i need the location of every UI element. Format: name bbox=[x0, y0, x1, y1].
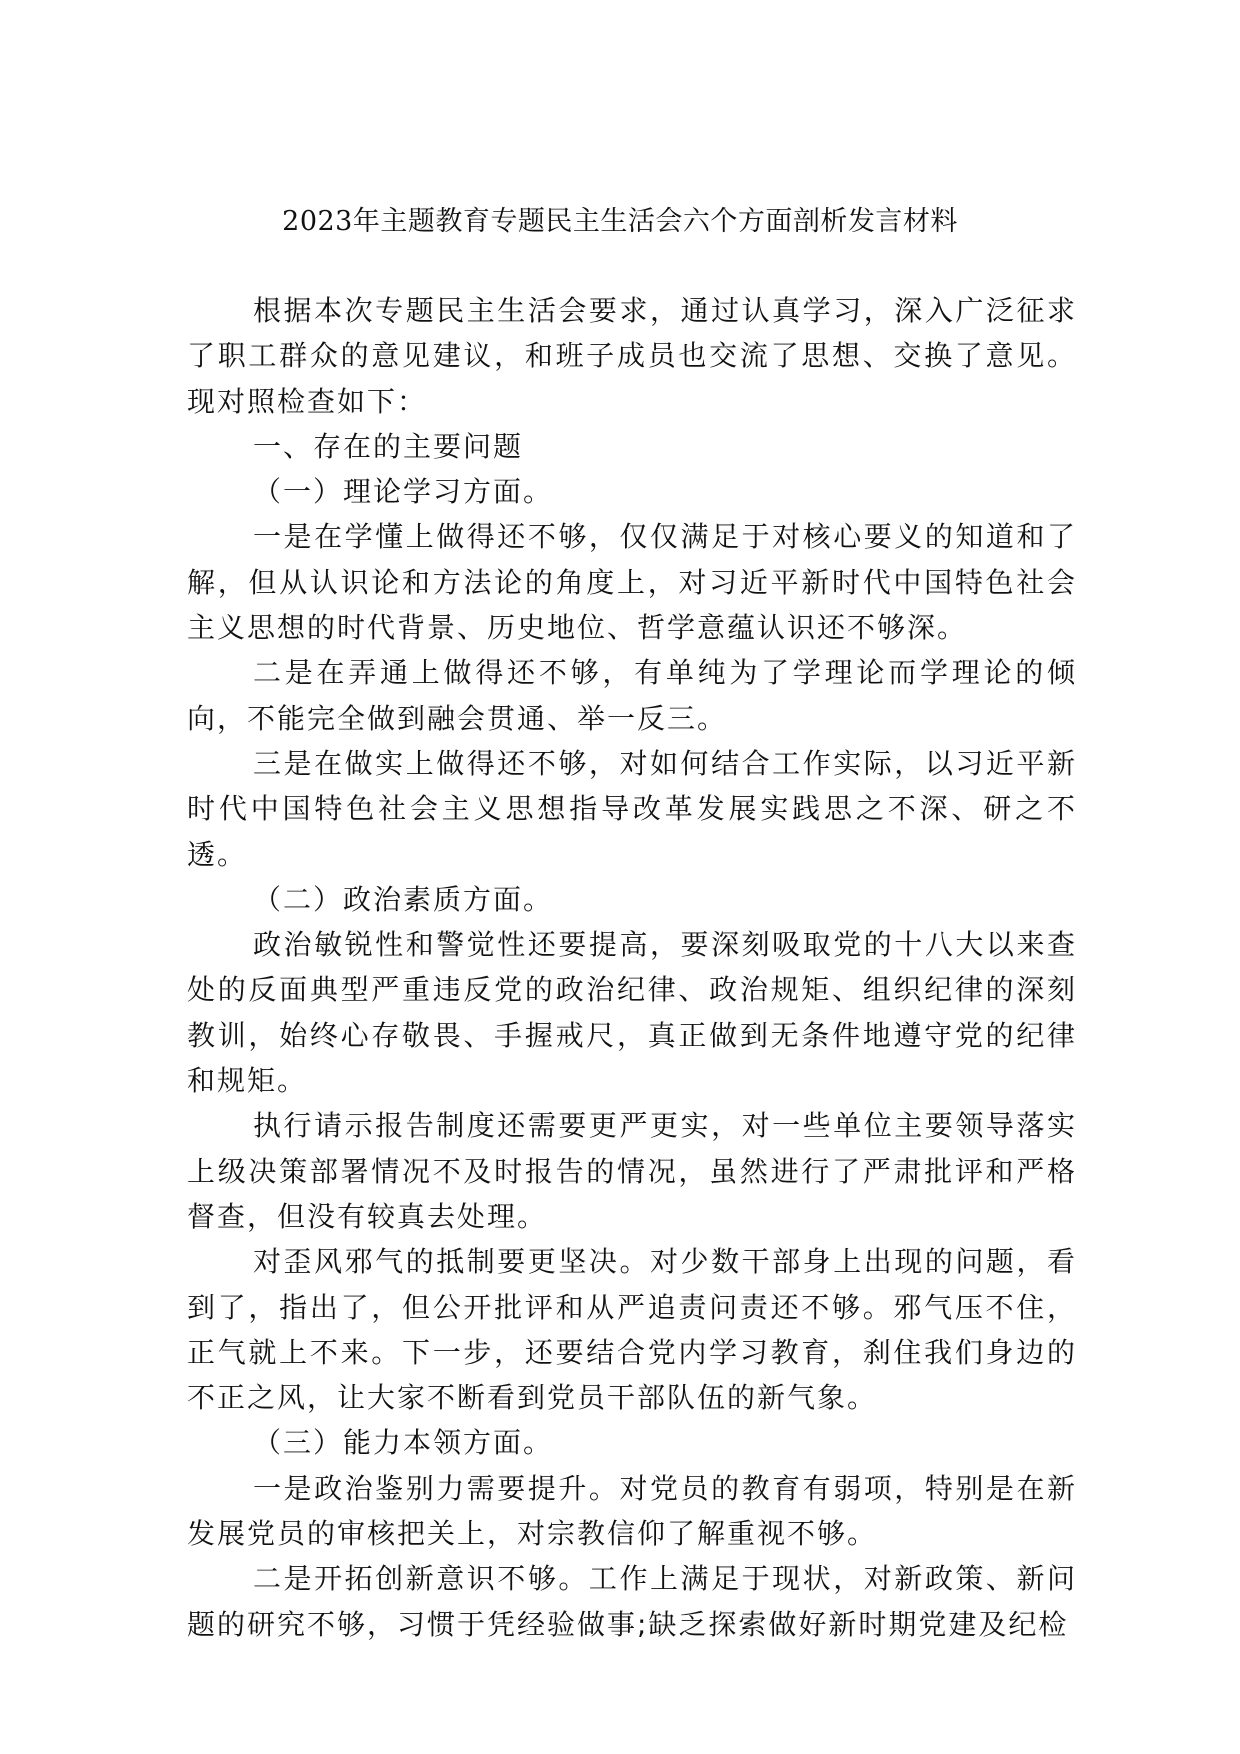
paragraph-theory-2: 二是在弄通上做得还不够，有单纯为了学理论而学理论的倾向，不能完全做到融会贯通、举一反三。 bbox=[187, 656, 1077, 735]
subheading-theory-study: （一）理论学习方面。 bbox=[253, 475, 554, 509]
subheading-ability: （三）能力本领方面。 bbox=[253, 1426, 554, 1460]
paragraph-theory-3: 三是在做实上做得还不够，对如何结合工作实际，以习近平新时代中国特色社会主义思想指导改革发展实践思之不深、研之不透。 bbox=[187, 746, 1077, 871]
paragraph-ability-2: 二是开拓创新意识不够。工作上满足于现状，对新政策、新问题的研究不够，习惯于凭经验做事;缺乏探索做好新时期党建及纪检 bbox=[187, 1562, 1077, 1641]
document-body bbox=[187, 288, 1077, 1647]
paragraph-intro: 根据本次专题民主生活会要求，通过认真学习，深入广泛征求了职工群众的意见建议，和班子成员也交流了思想、交换了意见。现对照检查如下： bbox=[187, 294, 1077, 418]
paragraph-theory-1: 一是在学懂上做得还不够，仅仅满足于对核心要义的知道和了解，但从认识论和方法论的角度上，对习近平新时代中国特色社会主义思想的时代背景、历史地位、哲学意蕴认识还不够深。 bbox=[187, 520, 1077, 645]
subheading-political-quality: （二）政治素质方面。 bbox=[253, 882, 554, 916]
heading-main-problems: 一、存在的主要问题 bbox=[253, 429, 524, 463]
document-title: 2023年主题教育专题民主生活会六个方面剖析发言材料 bbox=[282, 206, 958, 237]
paragraph-ability-1: 一是政治鉴别力需要提升。对党员的教育有弱项，特别是在新发展党员的审核把关上，对宗教信仰了解重视不够。 bbox=[187, 1471, 1077, 1551]
paragraph-political-3: 对歪风邪气的抵制要更坚决。对少数干部身上出现的问题，看到了，指出了，但公开批评和从严追责问责还不够。邪气压不住，正气就上不来。下一步，还要结合党内学习教育，刹住我们身边的不正之风，让大家不断看到党员干部队伍的新气象。 bbox=[187, 1245, 1077, 1415]
paragraph-political-1: 政治敏锐性和警觉性还要提高，要深刻吸取党的十八大以来查处的反面典型严重违反党的政治纪律、政治规矩、组织纪律的深刻教训，始终心存敬畏、手握戒尺，真正做到无条件地遵守党的纪律和规矩。 bbox=[187, 928, 1077, 1098]
paragraph-political-2: 执行请示报告制度还需要更严更实，对一些单位主要领导落实上级决策部署情况不及时报告的情况，虽然进行了严肃批评和严格督查，但没有较真去处理。 bbox=[187, 1109, 1077, 1233]
